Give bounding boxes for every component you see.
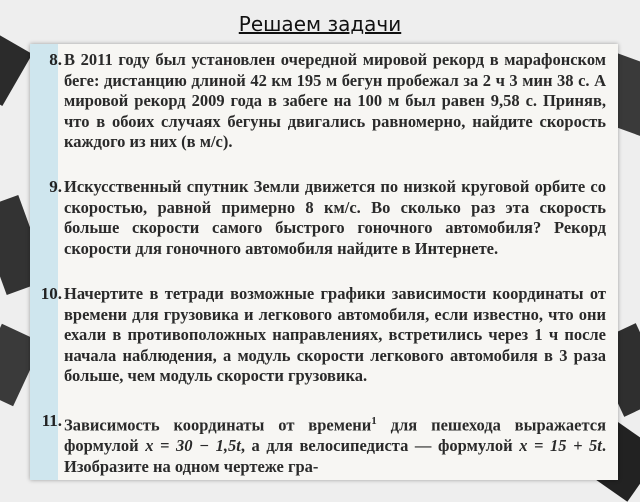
- problem-text-part: Зависимость координаты от времени: [64, 415, 372, 435]
- textbook-page: [30, 44, 618, 480]
- problem-number: 11.: [41, 411, 62, 430]
- problem-text: [64, 411, 606, 477]
- problem-text: Начертите в тетради возможные графики зависимости координаты от времени для грузовика и легкового автомобиля, если известно, что они ехали в противоположных направлениях, встретились через 1 ч после начала наблюдения, а модуль скорости легкового автомобиля в 3 раза больше, чем модуль скорости грузовика.: [64, 284, 606, 385]
- problem-number: 8.: [49, 50, 62, 69]
- footnote-mark: 1: [371, 415, 377, 427]
- problem-text-part: , а для велосипедиста — формулой: [240, 436, 520, 455]
- background-shape: [0, 34, 32, 106]
- formula: x = 15 + 5t: [519, 436, 602, 455]
- problem-text: В 2011 году был установлен очередной мировой рекорд в марафонском беге: дистанцию длиной 42 км 195 м бегун пробежал за 2 ч 3 мин 38 с. А мировой рекорд 2009 года в забеге на 100 м был равен 9,58 с. Приняв, что в обоих случаях бегуны двигались равномерно, найдите скорость каждого из них (в м/с).: [64, 50, 606, 151]
- formula: x = 30 − 1,5t: [145, 436, 241, 455]
- problem-number: 9.: [49, 177, 62, 196]
- problem-text: Искусственный спутник Земли движется по низкой круговой орбите со скоростью, равной примерно 8 км/с. Во сколько раз эта скорость больше скорости самого быстрого гоночного автомобиля? Рекорд скорости для гоночного автомобиля найдите в Интернете.: [64, 177, 606, 258]
- slide-title: Решаем задачи: [238, 12, 402, 36]
- problem-number: 10.: [40, 284, 62, 303]
- problem-text-part: . Изобразите на одном чертеже гра-: [64, 436, 606, 476]
- problem-text-part: для пешехода выражается формулой: [64, 415, 606, 455]
